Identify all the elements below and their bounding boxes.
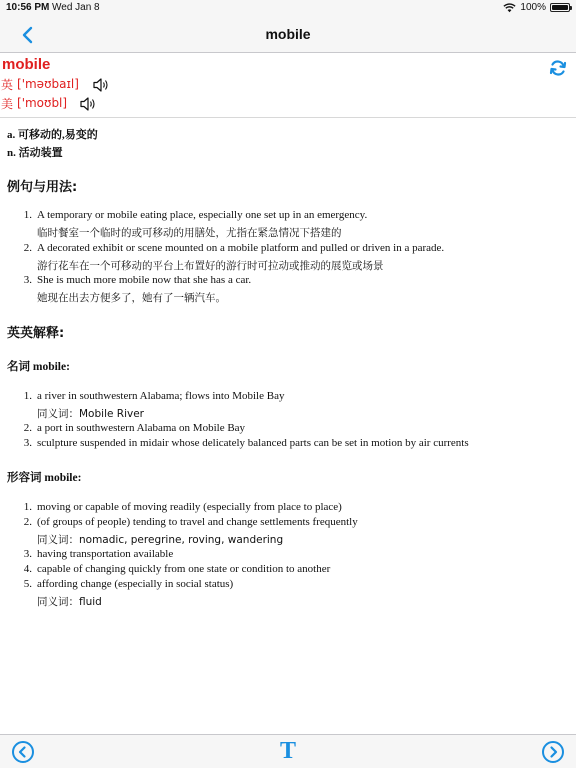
sense-number: 5. — [23, 578, 32, 590]
status-right — [503, 2, 570, 13]
font-size-button[interactable]: T — [279, 738, 296, 764]
example-cn: 临时餐室一个临时的或可移动的用膳处，尤指在紧急情况下搭建的 — [37, 227, 342, 239]
pron-uk-region: 英 — [1, 77, 14, 92]
speaker-icon[interactable] — [92, 77, 110, 93]
sense-text: a port in southwestern Alabama on Mobile Bay — [37, 422, 246, 434]
pron-us-text: ['moʊbl] — [17, 96, 68, 110]
status-date: Wed Jan 8 — [52, 2, 100, 13]
sense-number: 3. — [23, 548, 32, 560]
pron-us-region: 美 — [1, 96, 14, 111]
example-en: She is much more mobile now that she has a car. — [37, 274, 252, 286]
nav-bar — [0, 16, 576, 53]
adjective-section-title: 形容词 mobile: — [7, 472, 82, 484]
battery-percent: 100% — [520, 2, 546, 13]
pron-us — [1, 94, 67, 112]
synonyms: 同义词：nomadic, peregrine, roving, wandering — [37, 534, 284, 546]
battery-fill — [552, 5, 568, 10]
sense-text: affording change (especially in social status) — [37, 578, 234, 590]
sense-number: 2. — [23, 422, 32, 434]
swap-icon[interactable] — [548, 58, 568, 78]
bottom-toolbar — [0, 734, 576, 768]
example-cn: 她现在出去方便多了，她有了一辆汽车。 — [37, 292, 226, 304]
definition-adj: a. 可移动的,易变的 — [7, 129, 98, 141]
speaker-icon[interactable] — [79, 96, 97, 112]
synonyms: 同义词：Mobile River — [37, 408, 144, 420]
pron-uk — [1, 75, 79, 93]
sense-text: a river in southwestern Alabama; flows into Mobile Bay — [37, 390, 285, 402]
sense-number: 1. — [23, 390, 32, 402]
word-header — [0, 54, 576, 116]
synonyms: 同义词：fluid — [37, 596, 102, 608]
example-number: 3. — [23, 274, 32, 286]
status-bar — [0, 0, 576, 16]
sense-text: moving or capable of moving readily (especially from place to place) — [37, 501, 342, 513]
sense-text: capable of changing quickly from one state or condition to another — [37, 563, 331, 575]
english-definitions-title: 英英解释: — [7, 326, 65, 341]
definition-content — [0, 118, 576, 734]
next-circle-icon[interactable] — [541, 740, 565, 764]
sense-number: 2. — [23, 516, 32, 528]
noun-section-title: 名词 mobile: — [7, 361, 70, 373]
sense-number: 1. — [23, 501, 32, 513]
pron-uk-text: ['məʊbaɪl] — [17, 77, 79, 91]
nav-title: mobile — [265, 26, 311, 42]
example-cn: 游行花车在一个可移动的平台上布置好的游行时可拉动或推动的展览或场景 — [37, 260, 384, 272]
sense-number: 3. — [23, 437, 32, 449]
battery-icon — [550, 3, 570, 12]
sense-text: having transportation available — [37, 548, 174, 560]
examples-title: 例句与用法: — [7, 180, 78, 195]
sense-text: (of groups of people) tending to travel and change settlements frequently — [37, 516, 358, 528]
sense-text: sculpture suspended in midair whose delicately balanced parts can be set in motion by air currents — [37, 437, 469, 449]
example-number: 1. — [23, 209, 32, 221]
headword: mobile — [2, 56, 51, 73]
sense-number: 4. — [23, 563, 32, 575]
example-en: A decorated exhibit or scene mounted on a mobile platform and pulled or driven in a parade. — [37, 242, 445, 254]
status-time: 10:56 PM — [6, 2, 50, 13]
example-number: 2. — [23, 242, 32, 254]
definition-noun: n. 活动装置 — [7, 147, 63, 159]
previous-circle-icon[interactable] — [11, 740, 35, 764]
example-en: A temporary or mobile eating place, especially one set up in an emergency. — [37, 209, 368, 221]
wifi-icon — [503, 3, 516, 13]
